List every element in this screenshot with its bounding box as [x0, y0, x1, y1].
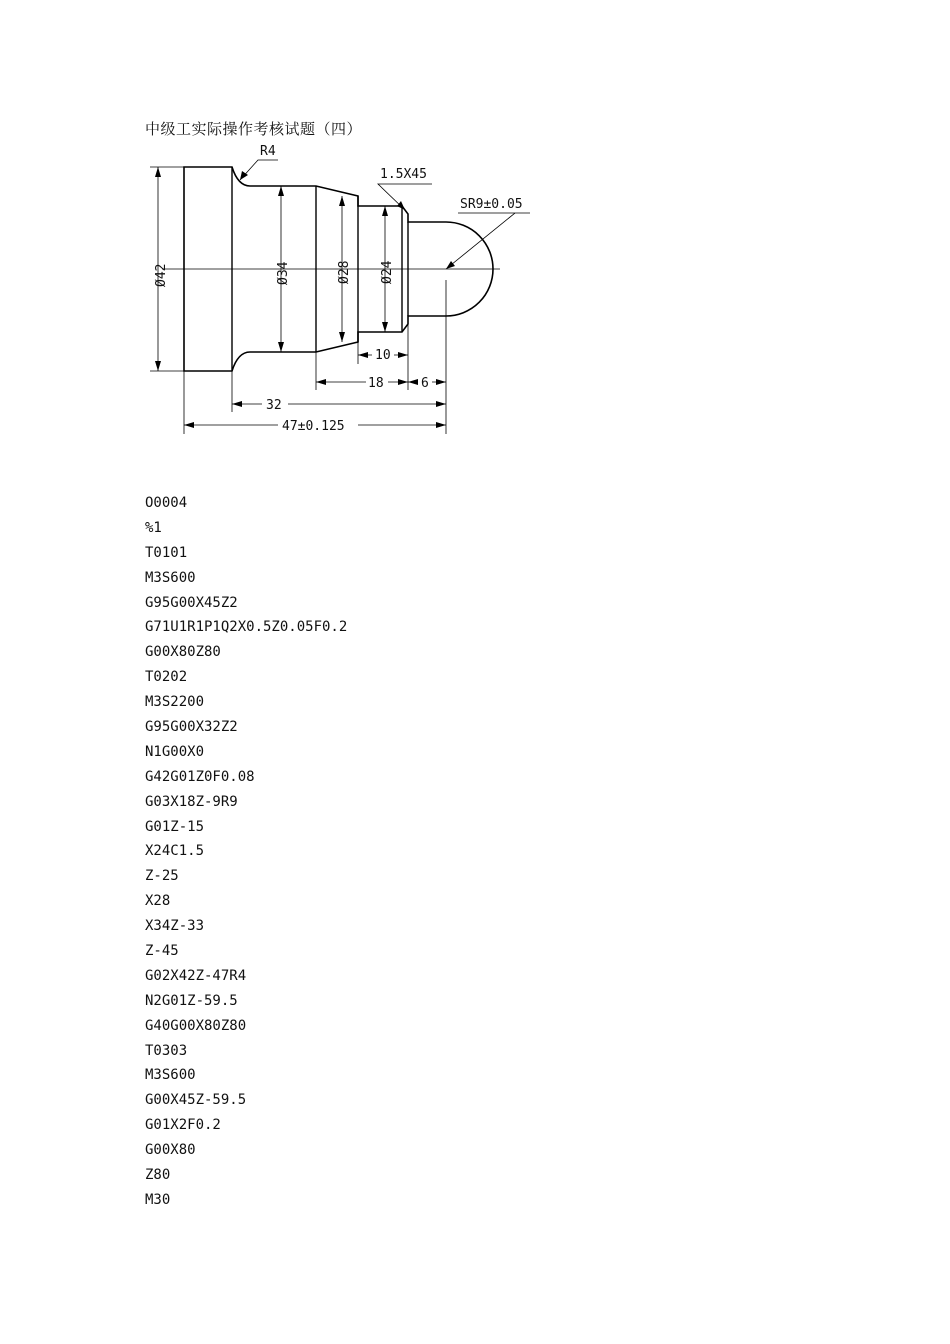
program-line: M3S2200 — [145, 694, 205, 711]
program-line: G95G00X32Z2 — [145, 719, 238, 736]
program-line: Z-45 — [145, 943, 179, 960]
label-dia-28: Ø28 — [337, 260, 352, 284]
program-line: G03X18Z-9R9 — [145, 793, 238, 810]
program-line: Z80 — [145, 1167, 171, 1184]
program-line: G71U1R1P1Q2X0.5Z0.05F0.2 — [145, 619, 348, 636]
program-line: G95G00X45Z2 — [145, 594, 238, 611]
program-line: G02X42Z-47R4 — [145, 967, 247, 984]
program-line: X28 — [145, 893, 171, 910]
program-line: O0004 — [145, 495, 188, 511]
program-line: X34Z-33 — [145, 918, 205, 935]
nc-program — [145, 491, 347, 1213]
program-line: G01Z-15 — [145, 818, 205, 835]
program-line: N1G00X0 — [145, 743, 205, 760]
label-len-32: 32 — [266, 398, 282, 413]
label-len-47: 47±0.125 — [282, 419, 345, 434]
program-line: N2G01Z-59.5 — [145, 992, 238, 1009]
document-title: 中级工实际操作考核试题（四） — [145, 120, 363, 138]
label-dia-24: Ø24 — [380, 260, 395, 284]
program-line: Z-25 — [145, 868, 179, 885]
program-line: T0202 — [145, 669, 188, 686]
program-line: G00X80Z80 — [145, 644, 221, 661]
label-dia-34: Ø34 — [276, 261, 291, 285]
label-sphere: SR9±0.05 — [460, 197, 523, 212]
label-dia-42: Ø42 — [154, 263, 169, 287]
label-chamfer: 1.5X45 — [380, 167, 427, 182]
program-line: T0303 — [145, 1042, 188, 1059]
label-len-10: 10 — [375, 348, 391, 363]
program-line: %1 — [145, 519, 162, 536]
program-line: G40G00X80Z80 — [145, 1017, 247, 1034]
label-len-18: 18 — [368, 376, 384, 391]
program-line: G00X45Z-59.5 — [145, 1092, 247, 1109]
program-line: G01X2F0.2 — [145, 1117, 221, 1134]
label-len-6: 6 — [421, 376, 429, 391]
program-line: T0101 — [145, 544, 188, 561]
program-line: G42G01Z0F0.08 — [145, 768, 255, 785]
program-line: M3S600 — [145, 569, 196, 586]
program-line: M30 — [145, 1191, 171, 1208]
program-line: M3S600 — [145, 1067, 196, 1084]
label-r4: R4 — [260, 144, 276, 159]
leader-sphere — [446, 213, 530, 269]
leader-r4 — [240, 160, 278, 180]
program-line: G00X80 — [145, 1142, 196, 1159]
program-line: X24C1.5 — [145, 843, 205, 860]
part-drawing — [130, 138, 550, 443]
